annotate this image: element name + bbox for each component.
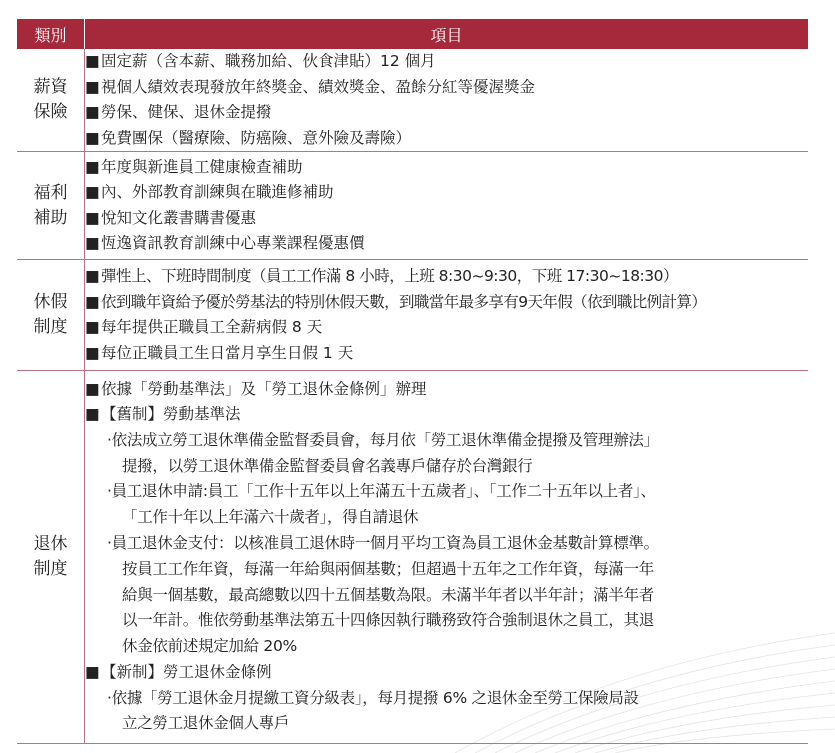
table-header (17, 19, 808, 49)
category-label: 薪資 (33, 77, 68, 97)
header-items: 項目 (85, 19, 809, 49)
header-category: 類別 (17, 19, 85, 49)
list-item: ■固定薪（含本薪、職務加給、伙食津貼）12 個月 (85, 49, 808, 75)
list-item: ■每位正職員工生日當月享生日假 1 天 (85, 341, 808, 367)
sub-item: ·依法成立勞工退休準備金監督委員會，每月依「勞工退休準備金提撥及管理辦法」 提撥，以勞工退休準備金監督委員會名義專戶儲存於台灣銀行 (107, 430, 659, 475)
bullet-icon: ■ (85, 267, 100, 285)
list-item: ■依據「勞動基準法」及「勞工退休金條例」辦理 (85, 377, 808, 403)
list-item: ■【新制】勞工退休金條例 (85, 660, 808, 686)
table-row (17, 152, 808, 260)
list-item: ■視個人績效表現發放年終獎金、績效獎金、盈餘分紅等優渥獎金 (85, 75, 808, 101)
list-item: ■勞保、健保、退休金提撥 (85, 100, 808, 126)
items-cell (85, 152, 809, 260)
category-label: 休假 (33, 292, 68, 312)
category-cell (17, 49, 85, 152)
bullet-icon: ■ (85, 208, 100, 227)
sub-item: ·員工退休申請:員工「工作十五年以上年滿五十五歲者」、「工作二十五年以上者」、 「工作十年以上年滿六十歲者」，得自請退休 (107, 482, 656, 527)
bullet-icon: ■ (85, 318, 100, 336)
list-item: ■免費團保（醫療險、防癌險、意外險及壽險） (85, 126, 808, 152)
list-item: ■每年提供正職員工全薪病假 8 天 (85, 315, 808, 341)
list-item: ■內、外部教育訓練與在職進修補助 (85, 180, 808, 206)
old-system-details (85, 428, 808, 660)
table-row (17, 371, 808, 744)
category-cell (17, 152, 85, 260)
benefits-table (17, 19, 808, 744)
bullet-icon: ■ (85, 343, 100, 362)
category-label: 福利 (33, 182, 68, 203)
bullet-icon: ■ (85, 663, 100, 682)
list-item: ■ 彈性上、下班時間制度（員工工作滿 8 小時，上班 8:30~9:30，下班 17:30~18:30） (85, 264, 808, 290)
bullet-icon: ■ (85, 77, 100, 96)
sub-item: ·依據「勞工退休金月提繳工資分級表」，每月提撥 6% 之退休金至勞工保險局設 立之勞工退休金個人專戶 (107, 688, 639, 733)
category-cell (17, 260, 85, 371)
category-label: 補助 (33, 207, 68, 228)
category-label: 退休 (33, 534, 68, 554)
table-row (17, 49, 808, 152)
sub-item: ·員工退休金支付：以核准員工退休時一個月平均工資為員工退休金基數計算標準。 按員工工作年資，每滿一年給與兩個基數；但超過十五年之工作年資，每滿一年 給與一個基數，最高總數以四十五個基數為限。未滿半年者以半年計；滿半年者 以一年計。惟依勞動基準法第五十四條因執行職務致符合強制退休之員工，其退 休金依前述規定加給 20% (107, 534, 659, 656)
list-item: ■ 依到職年資給予優於勞基法的特別休假天數，到職當年最多享有9天年假（依到職比例計算） (85, 290, 808, 316)
bullet-icon: ■ (85, 183, 100, 201)
items-cell (85, 49, 809, 152)
items-cell (85, 260, 809, 371)
list-item: ■恆逸資訊教育訓練中心專業課程優惠價 (85, 231, 808, 257)
bullet-icon: ■ (85, 405, 100, 424)
new-system-details (85, 686, 808, 738)
category-label: 保險 (33, 102, 68, 122)
bullet-icon: ■ (85, 128, 100, 147)
bullet-icon: ■ (85, 234, 100, 252)
bullet-icon: ■ (85, 157, 100, 176)
bullet-icon: ■ (85, 52, 100, 70)
list-item: ■悅知文化叢書購書優惠 (85, 206, 808, 232)
category-label: 制度 (33, 317, 68, 337)
table-row (17, 260, 808, 371)
items-cell (85, 371, 809, 744)
bullet-icon: ■ (85, 103, 100, 121)
bullet-icon: ■ (85, 379, 100, 398)
bullet-icon: ■ (85, 292, 100, 311)
category-label: 制度 (33, 559, 68, 579)
category-cell (17, 371, 85, 744)
list-item: ■年度與新進員工健康檢查補助 (85, 155, 808, 181)
list-item: ■【舊制】勞動基準法 (85, 402, 808, 428)
